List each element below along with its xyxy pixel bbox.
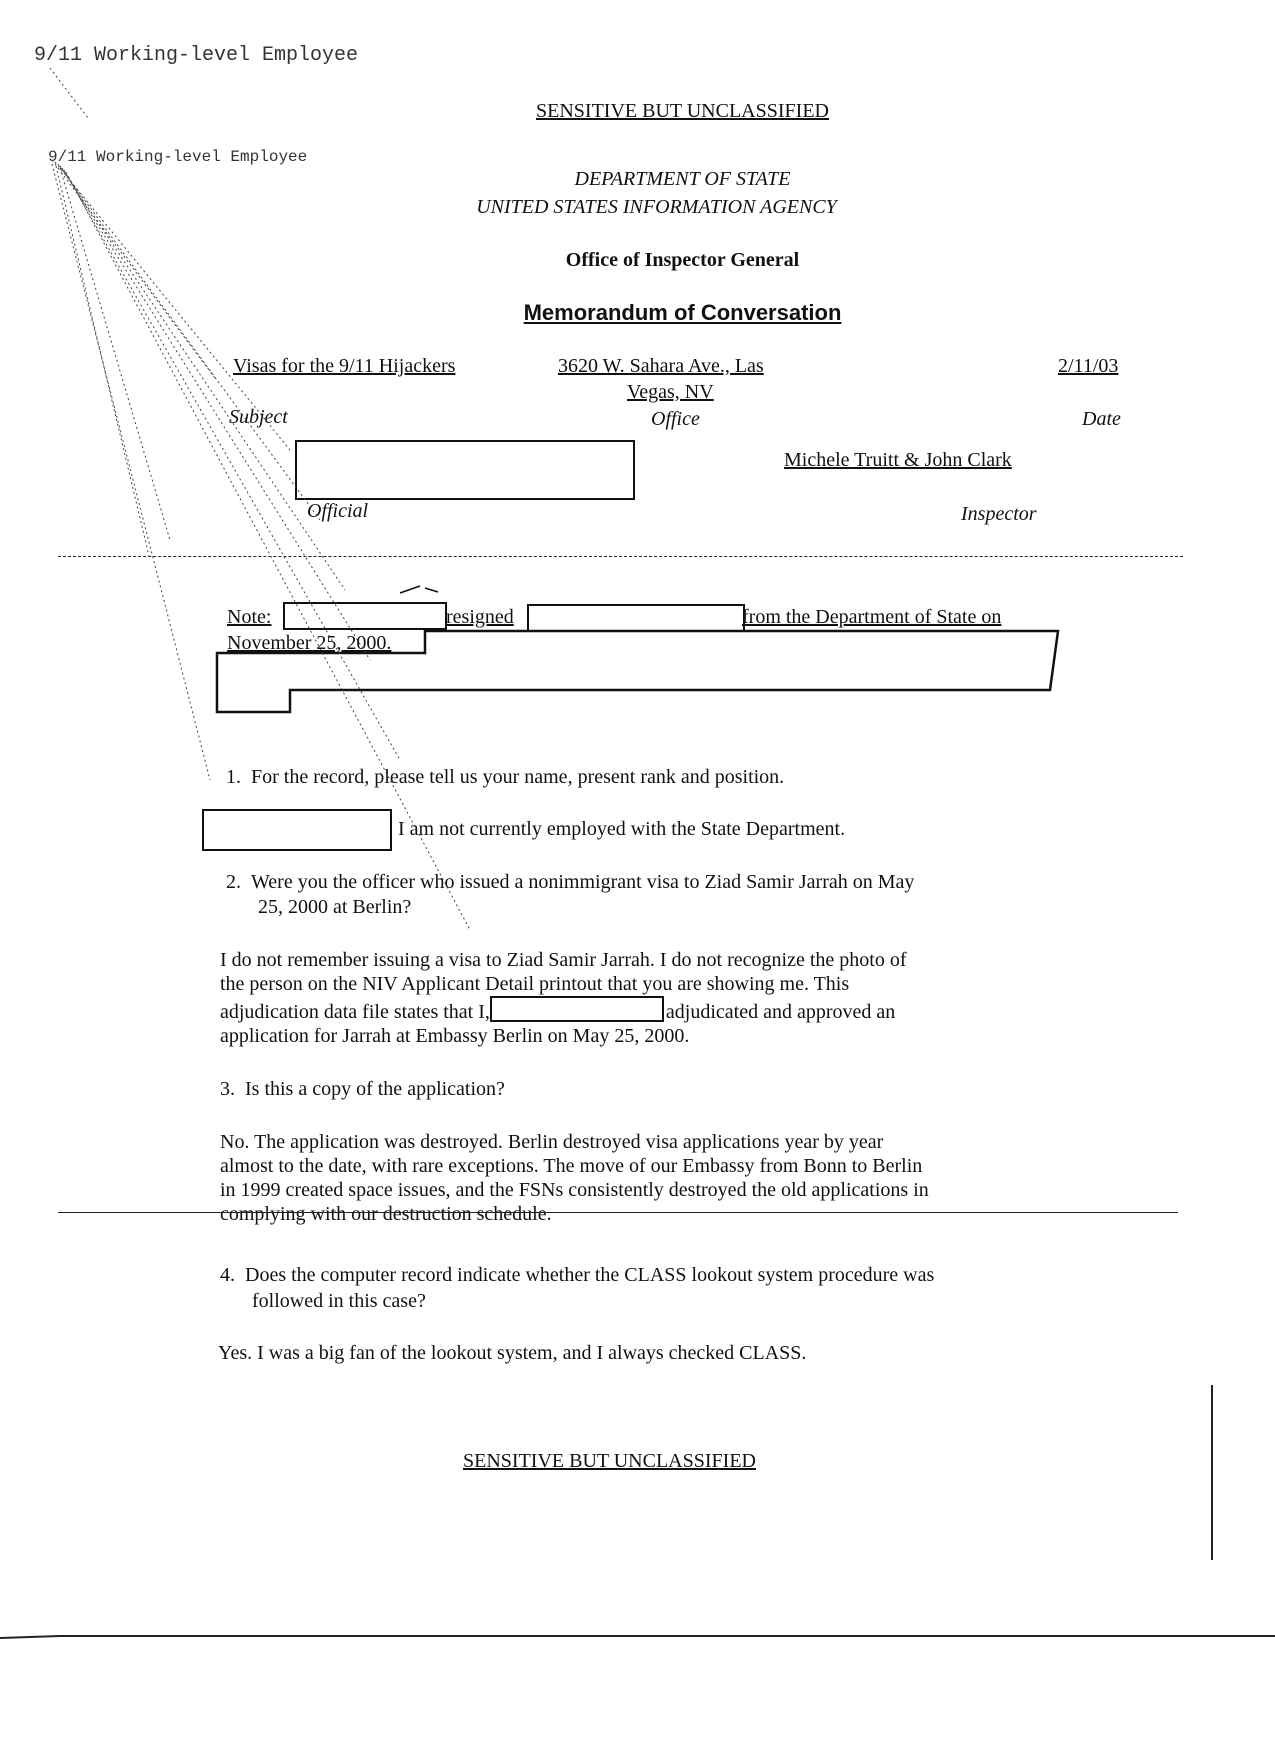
- answer-4: Yes. I was a big fan of the lookout system, and I always checked CLASS.: [218, 1342, 807, 1364]
- question-4-line1: 4. Does the computer record indicate whether the CLASS lookout system procedure was: [220, 1264, 935, 1286]
- answer-3-line4: complying with our destruction schedule.: [220, 1203, 552, 1225]
- answer-2-redaction: [490, 996, 664, 1022]
- mid-divider: [58, 1212, 1178, 1213]
- question-3: 3. Is this a copy of the application?: [220, 1078, 505, 1100]
- classification-top: SENSITIVE BUT UNCLASSIFIED: [536, 100, 829, 122]
- note-from-text: from the Department of State on: [742, 606, 1002, 628]
- answer-2-line3: [220, 996, 906, 1024]
- question-2-line2: 25, 2000 at Berlin?: [258, 896, 412, 918]
- official-label: Official: [307, 500, 369, 522]
- header-divider: [58, 556, 1183, 557]
- stamp-second: 9/11 Working-level Employee: [48, 148, 308, 166]
- classification-bottom: SENSITIVE BUT UNCLASSIFIED: [463, 1450, 756, 1472]
- answer-1: I am not currently employed with the State Department.: [398, 818, 846, 840]
- answer-2: [220, 948, 906, 1048]
- office-value-line2: Vegas, NV: [627, 381, 714, 403]
- official-redaction: [295, 440, 635, 500]
- question-4-line2: followed in this case?: [252, 1290, 426, 1312]
- question-2-line1: 2. Were you the officer who issued a nonimmigrant visa to Ziad Samir Jarrah on May: [226, 871, 915, 893]
- subject-label: Subject: [229, 406, 288, 428]
- office-title: Office of Inspector General: [565, 249, 800, 271]
- page-title: Memorandum of Conversation: [523, 300, 842, 325]
- answer-2-line3a: adjudication data file states that I,: [220, 1001, 490, 1023]
- date-label: Date: [1082, 408, 1121, 430]
- office-value-line1: 3620 W. Sahara Ave., Las: [558, 355, 764, 377]
- note-redaction-1: [283, 602, 447, 630]
- answer-2-line4: application for Jarrah at Embassy Berlin on May 25, 2000.: [220, 1025, 690, 1047]
- note-date: November 25, 2000.: [227, 632, 392, 654]
- inspector-value: Michele Truitt & John Clark: [784, 449, 1012, 471]
- agency-title: UNITED STATES INFORMATION AGENCY: [476, 196, 837, 218]
- note-redaction-2: [527, 604, 745, 632]
- answer-3-line3: in 1999 created space issues, and the FSNs consistently destroyed the old applications in: [220, 1179, 929, 1201]
- stamp-top: 9/11 Working-level Employee: [34, 44, 359, 67]
- office-label: Office: [651, 408, 700, 430]
- inspector-label: Inspector: [961, 503, 1037, 525]
- answer-1-redaction: [202, 809, 392, 851]
- answer-2-line2: the person on the NIV Applicant Detail printout that you are showing me. This: [220, 973, 850, 995]
- answer-2-line1: I do not remember issuing a visa to Ziad Samir Jarrah. I do not recognize the photo of: [220, 949, 907, 971]
- question-1: 1. For the record, please tell us your name, present rank and position.: [226, 766, 785, 788]
- date-value: 2/11/03: [1058, 355, 1119, 377]
- subject-value: Visas for the 9/11 Hijackers: [233, 355, 456, 377]
- answer-2-line3b: adjudicated and approved an: [665, 1001, 896, 1023]
- note-resigned: resigned: [446, 606, 514, 628]
- answer-3-line2: almost to the date, with rare exceptions. The move of our Embassy from Bonn to Berlin: [220, 1155, 923, 1177]
- answer-3-line1: No. The application was destroyed. Berlin destroyed visa applications year by year: [220, 1131, 884, 1153]
- department-title: DEPARTMENT OF STATE: [574, 168, 791, 190]
- note-label: Note:: [227, 606, 272, 628]
